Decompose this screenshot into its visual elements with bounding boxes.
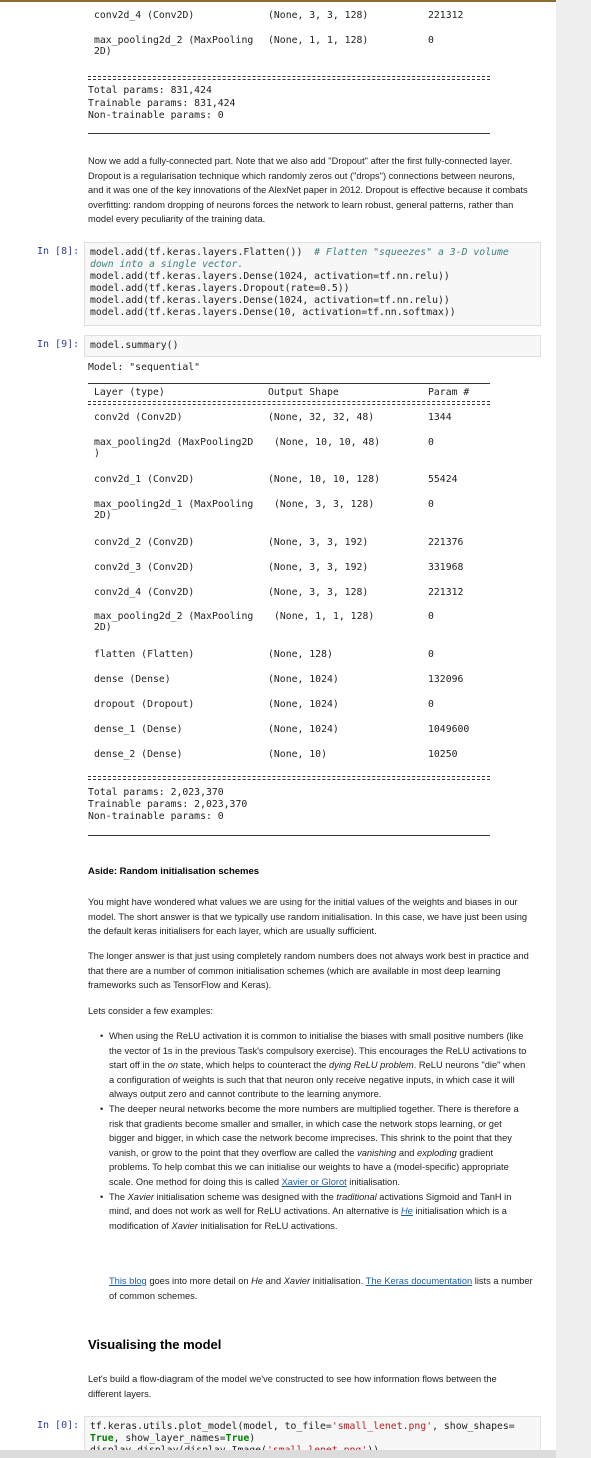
he-link[interactable]: He bbox=[400, 1206, 413, 1217]
layer-params: 0 bbox=[428, 499, 434, 510]
layer-params: 221312 bbox=[428, 10, 464, 21]
layer-shape: (None, 1024) bbox=[268, 724, 339, 735]
layer-shape: (None, 3, 3, 192) bbox=[268, 562, 369, 573]
header-layer: Layer (type) bbox=[94, 387, 165, 398]
layer-name: max_pooling2d_1 (MaxPooling bbox=[94, 499, 254, 510]
init-schemes-list bbox=[100, 1029, 530, 1233]
section-heading: Visualising the model bbox=[88, 1337, 222, 1352]
layer-name: conv2d_3 (Conv2D) bbox=[94, 562, 195, 573]
header-shape: Output Shape bbox=[268, 387, 339, 398]
double-rule bbox=[88, 776, 490, 777]
aside-paragraph-3: Lets consider a few examples: bbox=[88, 1006, 214, 1016]
code-line: model.summary() bbox=[90, 340, 179, 351]
layer-params: 0 bbox=[428, 437, 434, 448]
layer-shape: (None, 32, 32, 48) bbox=[268, 412, 375, 423]
code-cell-9[interactable] bbox=[84, 335, 541, 357]
cell-prompt: In [8]: bbox=[37, 246, 80, 257]
layer-shape: (None, 3, 3, 128) bbox=[268, 587, 369, 598]
code-line: tf.keras.utils.plot_model(model, to_file='small_lenet.png', show_shapes= bbox=[90, 1421, 515, 1432]
layer-name: max_pooling2d (MaxPooling2D bbox=[94, 437, 254, 448]
layer-name: dense_1 (Dense) bbox=[94, 724, 183, 735]
layer-name-cont: 2D) bbox=[94, 46, 112, 57]
rule bbox=[88, 835, 490, 836]
layer-params: 132096 bbox=[428, 674, 464, 685]
layer-name: conv2d_2 (Conv2D) bbox=[94, 537, 195, 548]
trainable-params: Trainable params: 831,424 bbox=[88, 98, 236, 109]
code-line: model.add(tf.keras.layers.Dense(1024, activation=tf.nn.relu)) bbox=[90, 295, 450, 306]
double-rule bbox=[88, 401, 490, 402]
blog-link[interactable]: This blog bbox=[109, 1276, 147, 1286]
layer-name-cont: 2D) bbox=[94, 622, 112, 633]
visualising-paragraph: Let's build a flow-diagram of the model we've constructed to see how information flows between the different layers. bbox=[88, 1374, 497, 1399]
layer-shape: (None, 3, 3, 128) bbox=[274, 499, 375, 510]
layer-name: dropout (Dropout) bbox=[94, 699, 195, 710]
total-params: Total params: 2,023,370 bbox=[88, 787, 224, 798]
layer-shape: (None, 3, 3, 128) bbox=[268, 10, 369, 21]
layer-name: conv2d (Conv2D) bbox=[94, 412, 183, 423]
layer-shape: (None, 10) bbox=[268, 749, 327, 760]
list-item: • When using the ReLU activation it is common to initialise the biases with small positive numbers (like the vector of 1s in the previous Task's compulsory exercise). This encourages the ReLU activations to start off in the on state, which helps to counteract the dying ReLU problem. ReLU neurons "die" when a configuration of weights is such that that neuron only receive negative inputs, in which case it will always output zero and cannot contribute to the learning anymore. bbox=[100, 1029, 530, 1102]
layer-params: 0 bbox=[428, 35, 434, 46]
total-params: Total params: 831,424 bbox=[88, 85, 212, 96]
aside-paragraph-4: This blog goes into more detail on He and Xavier initialisation. The Keras documentation lists a number of common schemes. bbox=[109, 1276, 533, 1301]
layer-shape: (None, 1024) bbox=[268, 699, 339, 710]
rule bbox=[88, 383, 490, 384]
layer-shape: (None, 128) bbox=[268, 649, 333, 660]
bottom-scrollbar[interactable] bbox=[0, 1450, 556, 1458]
double-rule bbox=[88, 79, 490, 80]
aside-paragraph-2: The longer answer is that just using completely random numbers does not always work best in practice and that there are a number of common initialisation schemes (which are available in most deep learning frameworks such as TensorFlow and Keras). bbox=[88, 951, 529, 991]
code-line: model.add(tf.keras.layers.Dense(10, activation=tf.nn.softmax)) bbox=[90, 307, 456, 318]
layer-params: 0 bbox=[428, 699, 434, 710]
layer-params: 0 bbox=[428, 611, 434, 622]
layer-shape: (None, 10, 10, 48) bbox=[274, 437, 381, 448]
layer-params: 331968 bbox=[428, 562, 464, 573]
layer-name: flatten (Flatten) bbox=[94, 649, 195, 660]
trainable-params: Trainable params: 2,023,370 bbox=[88, 799, 248, 810]
layer-name: max_pooling2d_2 (MaxPooling bbox=[94, 35, 254, 46]
code-line: True, show_layer_names=True) bbox=[90, 1433, 256, 1444]
double-rule bbox=[88, 404, 490, 405]
layer-shape: (None, 3, 3, 192) bbox=[268, 537, 369, 548]
layer-params: 10250 bbox=[428, 749, 458, 760]
code-line: model.add(tf.keras.layers.Flatten()) # Flatten "squeezes" a 3-D volume bbox=[90, 247, 509, 258]
layer-shape: (None, 1, 1, 128) bbox=[268, 35, 369, 46]
code-line: model.add(tf.keras.layers.Dropout(rate=0.5)) bbox=[90, 283, 350, 294]
keras-docs-link[interactable]: The Keras documentation bbox=[365, 1276, 473, 1286]
top-border bbox=[0, 0, 556, 2]
code-line: model.add(tf.keras.layers.Dense(1024, activation=tf.nn.relu)) bbox=[90, 271, 450, 282]
layer-params: 0 bbox=[428, 649, 434, 660]
rule bbox=[88, 133, 490, 134]
double-rule bbox=[88, 779, 490, 780]
layer-name: conv2d_1 (Conv2D) bbox=[94, 474, 195, 485]
list-item: • The Xavier initialisation scheme was designed with the traditional activations Sigmoid and TanH in mind, and does not work as well for ReLU activations. An alternative is He initialisation which is a modification of Xavier initialisation for ReLU activations. bbox=[100, 1190, 530, 1234]
layer-name: conv2d_4 (Conv2D) bbox=[94, 10, 195, 21]
aside-paragraph-1: You might have wondered what values we are using for the initial values of the weights and biases in our model. The short answer is that we typically use random initialisation. In this case, we have just been using the default keras initialisers for each layer, which are usually sufficient. bbox=[88, 897, 528, 937]
code-cell-8[interactable] bbox=[84, 242, 541, 326]
layer-name-cont: ) bbox=[94, 448, 100, 459]
layer-params: 221312 bbox=[428, 587, 464, 598]
layer-name: dense_2 (Dense) bbox=[94, 749, 183, 760]
layer-shape: (None, 1, 1, 128) bbox=[274, 611, 375, 622]
layer-name: conv2d_4 (Conv2D) bbox=[94, 587, 195, 598]
double-rule bbox=[88, 76, 490, 77]
nontrainable-params: Non-trainable params: 0 bbox=[88, 110, 224, 121]
layer-name: max_pooling2d_2 (MaxPooling bbox=[94, 611, 254, 622]
cell-prompt: In [9]: bbox=[37, 339, 80, 350]
xavier-glorot-link[interactable]: Xavier or Glorot bbox=[281, 1176, 347, 1187]
cell-prompt: In [0]: bbox=[37, 1420, 80, 1431]
layer-name-cont: 2D) bbox=[94, 510, 112, 521]
layer-params: 1049600 bbox=[428, 724, 470, 735]
layer-params: 221376 bbox=[428, 537, 464, 548]
header-param: Param # bbox=[428, 387, 470, 398]
model-name: Model: "sequential" bbox=[88, 362, 201, 373]
layer-shape: (None, 1024) bbox=[268, 674, 339, 685]
nontrainable-params: Non-trainable params: 0 bbox=[88, 811, 224, 822]
layer-params: 55424 bbox=[428, 474, 458, 485]
scrollbar-gutter[interactable] bbox=[556, 0, 591, 1458]
code-comment: down into a single vector. bbox=[90, 259, 244, 270]
list-item: • The deeper neural networks become the more numbers are multiplied together. There is therefore a risk that gradients become smaller and smaller, in which case the network stops learning, or get bigger and bigger, in which case the network become imprecises. This shrink to the point that they vanish, or grow to the point that they overflow are called the vanishing and exploding gradient problems. To help combat this we can initialise our weights to have a (model-specific) appropriate scale. One method for doing this is called Xavier or Glorot initialisation. bbox=[100, 1102, 530, 1190]
layer-name: dense (Dense) bbox=[94, 674, 171, 685]
layer-shape: (None, 10, 10, 128) bbox=[268, 474, 381, 485]
markdown-dropout-text: Now we add a fully-connected part. Note that we also add "Dropout" after the first fully-connected layer. Dropout is a regularisation technique which randomly zeros out ("drops") connections between neurons, and it was one of the key innovations of the AlexNet paper in 2012. Dropout is effective because it combats overfitting: random dropping of neurons forces the network to learn robust, general patterns, rather than model every peculiarity of the training data. bbox=[88, 156, 528, 225]
aside-heading: Aside: Random initialisation schemes bbox=[88, 866, 260, 877]
layer-params: 1344 bbox=[428, 412, 452, 423]
